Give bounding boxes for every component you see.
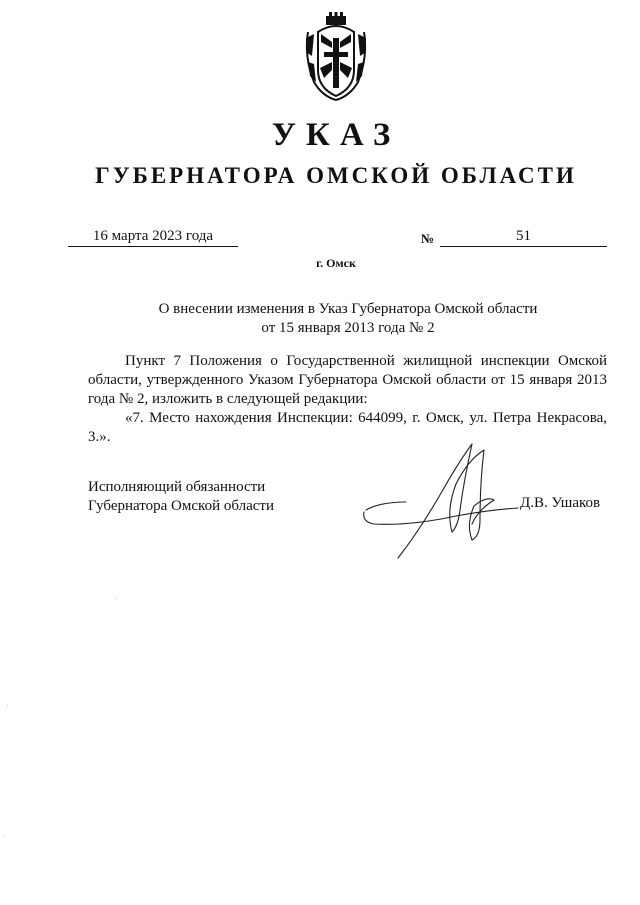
number-label: № <box>421 231 435 246</box>
signatory-position-line-1: Исполняющий обязанности <box>88 479 266 495</box>
body-paragraph-1: Пункт 7 Положения о Государственной жилищной инспекции Омской области, утвержденного Указом Губернатора Омской области от 15 января 2013 года № 2, изложить в следующей редакции: <box>88 353 607 407</box>
document-date: 16 марта 2023 года <box>68 228 238 247</box>
scan-speck <box>3 836 4 837</box>
document-subtitle: ГУБЕРНАТОРА ОМСКОЙ ОБЛАСТИ <box>95 163 577 188</box>
body-paragraph-2: «7. Место нахождения Инспекции: 644099, г. Омск, ул. Петра Некрасова, 3.». <box>88 410 607 445</box>
omsk-coat-of-arms-icon <box>296 12 376 102</box>
document-subject <box>120 300 576 338</box>
city-label: г. Омск <box>316 256 356 270</box>
signatory-position-line-2: Губернатора Омской области <box>88 498 274 514</box>
document-body <box>88 352 607 447</box>
scan-speck <box>7 705 8 706</box>
signatory-name: Д.В. Ушаков <box>520 495 601 511</box>
handwritten-signature <box>360 440 520 562</box>
scan-speck <box>116 598 117 599</box>
subject-line-2: от 15 января 2013 года № 2 <box>261 320 435 336</box>
subject-line-1: О внесении изменения в Указ Губернатора Омской области <box>158 301 538 317</box>
document-title: УКАЗ <box>271 117 401 153</box>
document-number: 51 <box>440 228 607 247</box>
signatory-position <box>88 478 274 516</box>
